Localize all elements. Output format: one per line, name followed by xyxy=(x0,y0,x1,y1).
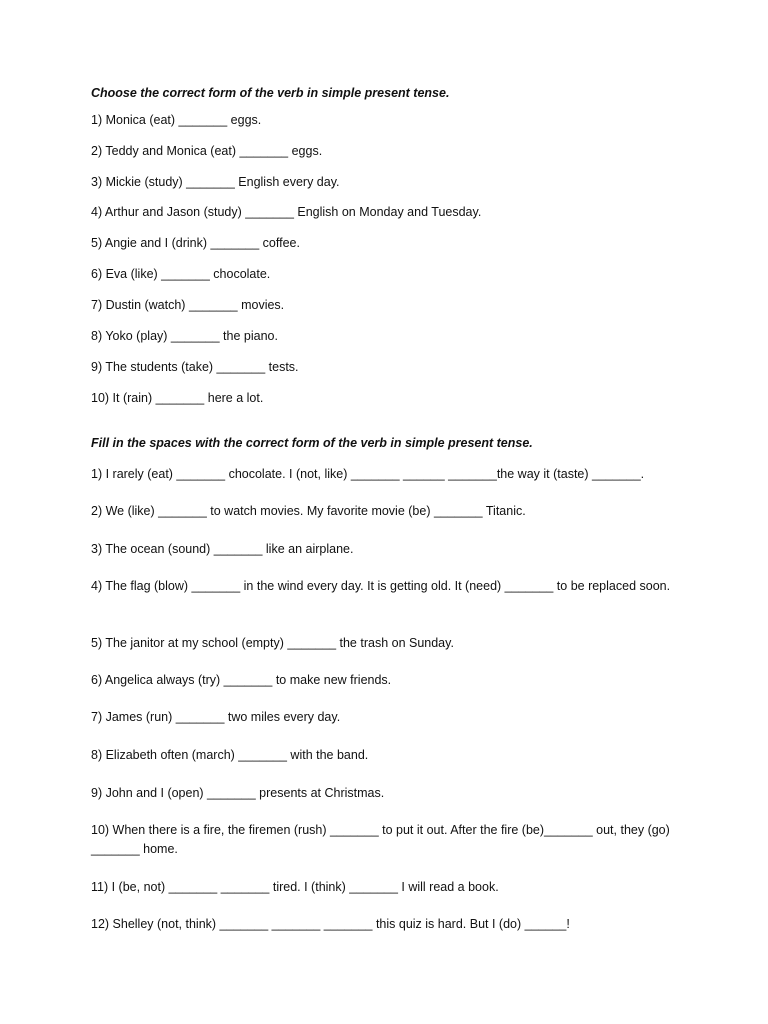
section1-item-2: 2) Teddy and Monica (eat) _______ eggs. xyxy=(91,144,323,158)
section2-item-9: 9) John and I (open) _______ presents at Christmas. xyxy=(91,786,385,800)
section1-item-6: 6) Eva (like) _______ chocolate. xyxy=(91,267,271,281)
section1-item-4: 4) Arthur and Jason (study) _______ English on Monday and Tuesday. xyxy=(91,205,482,219)
section2-item-11: 11) I (be, not) _______ _______ tired. I (think) _______ I will read a book. xyxy=(91,880,499,894)
section1-item-9: 9) The students (take) _______ tests. xyxy=(91,360,299,374)
section2-item-6: 6) Angelica always (try) _______ to make new friends. xyxy=(91,673,392,687)
section2-item-5: 5) The janitor at my school (empty) _______ the trash on Sunday. xyxy=(91,636,454,650)
section2-item-3: 3) The ocean (sound) _______ like an airplane. xyxy=(91,542,354,556)
section1-item-10: 10) It (rain) _______ here a lot. xyxy=(91,391,264,405)
section1-item-3: 3) Mickie (study) _______ English every day. xyxy=(91,175,340,189)
section2-item-2: 2) We (like) _______ to watch movies. My favorite movie (be) _______ Titanic. xyxy=(91,504,526,518)
section1-item-7: 7) Dustin (watch) _______ movies. xyxy=(91,298,285,312)
section2-item-7: 7) James (run) _______ two miles every day. xyxy=(91,710,341,724)
section2-item-8: 8) Elizabeth often (march) _______ with the band. xyxy=(91,748,369,762)
section2-item-10: 10) When there is a fire, the firemen (rush) _______ to put it out. After the fire (be)_______ out, they (go) _______ home. xyxy=(91,823,670,856)
section1-item-1: 1) Monica (eat) _______ eggs. xyxy=(91,113,262,127)
section2-item-4: 4) The flag (blow) _______ in the wind every day. It is getting old. It (need) _______ to be replaced soon. xyxy=(91,579,671,593)
section1-item-5: 5) Angie and I (drink) _______ coffee. xyxy=(91,236,300,250)
section2-item-12: 12) Shelley (not, think) _______ _______ _______ this quiz is hard. But I (do) ______! xyxy=(91,917,570,931)
section2-heading: Fill in the spaces with the correct form of the verb in simple present tense. xyxy=(91,436,533,450)
section1-item-8: 8) Yoko (play) _______ the piano. xyxy=(91,329,278,343)
section2-item-1: 1) I rarely (eat) _______ chocolate. I (not, like) _______ ______ _______the way it (taste) _______. xyxy=(91,467,645,481)
section1-heading: Choose the correct form of the verb in simple present tense. xyxy=(91,86,450,100)
